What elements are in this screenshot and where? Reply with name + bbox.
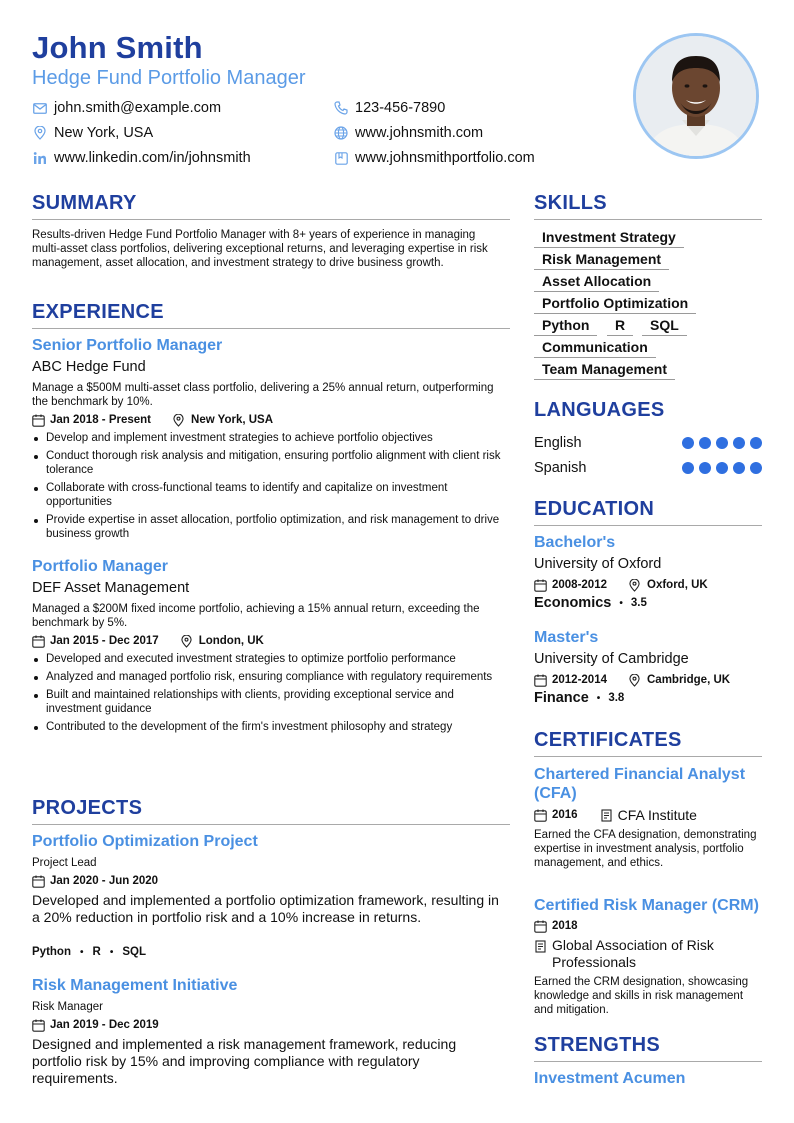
skill-tag: Asset Allocation: [534, 272, 659, 292]
job-location: London, UK: [198, 635, 264, 647]
certificates-heading: CERTIFICATES: [534, 729, 682, 751]
project-dates: Jan 2019 - Dec 2019: [50, 1019, 159, 1031]
job-meta: [32, 412, 273, 428]
job-company: DEF Asset Management: [32, 580, 190, 596]
linkedin-icon: [32, 150, 48, 166]
language-level-dots: [682, 437, 762, 449]
institution-icon: [534, 940, 547, 953]
project-name: Risk Management Initiative: [32, 977, 238, 994]
language-row: [534, 435, 762, 451]
calendar-icon: [32, 635, 45, 648]
email-text: john.smith@example.com: [54, 100, 222, 116]
location-pin-icon: [32, 125, 48, 141]
skill-tag: Investment Strategy: [534, 228, 684, 248]
contact-website[interactable]: [333, 123, 483, 143]
contact-portfolio[interactable]: [333, 148, 535, 168]
calendar-icon: [534, 579, 547, 592]
level-dot: [716, 462, 728, 474]
portfolio-icon: [333, 150, 349, 166]
education-location: Cambridge, UK: [647, 674, 731, 686]
education-heading: EDUCATION: [534, 498, 655, 520]
language-name: English: [534, 435, 582, 451]
project-tag: SQL: [122, 946, 146, 958]
language-row: [534, 460, 762, 476]
job-bullet: Develop and implement investment strategies to achieve portfolio objectives: [32, 431, 502, 445]
job-meta: [32, 633, 264, 649]
project-name: Portfolio Optimization Project: [32, 833, 258, 850]
level-dot: [750, 462, 762, 474]
institution-icon: [600, 809, 613, 822]
strength-item: Investment Acumen: [534, 1070, 686, 1087]
avatar-portrait: [636, 36, 756, 156]
globe-icon: [333, 125, 349, 141]
location-pin-icon: [629, 579, 642, 592]
contact-linkedin[interactable]: [32, 148, 251, 168]
education-school: University of Cambridge: [534, 651, 689, 667]
contact-location: [32, 123, 153, 143]
job-bullet: Analyzed and managed portfolio risk, ensuring compliance with regulatory requirements: [32, 670, 502, 684]
calendar-icon: [32, 1019, 45, 1032]
languages-heading: LANGUAGES: [534, 399, 665, 421]
website-text: www.johnsmith.com: [355, 125, 484, 141]
contact-phone[interactable]: [333, 98, 445, 118]
job-bullet: Conduct thorough risk analysis and mitigation, ensuring portfolio alignment with client risk tolerance: [32, 449, 502, 477]
calendar-icon: [534, 674, 547, 687]
job-bullets: [32, 652, 502, 738]
education-degree: Master's: [534, 629, 599, 646]
education-field: Finance • 3.8: [534, 690, 625, 706]
education-dates: 2008-2012: [552, 579, 607, 591]
project-description: Developed and implemented a portfolio optimization framework, resulting in a 20% reduction in portfolio risk and a 10% increase in returns.: [32, 892, 499, 925]
job-dates: Jan 2015 - Dec 2017: [50, 635, 159, 647]
strengths-divider: [534, 1061, 762, 1062]
profile-photo: [633, 33, 759, 159]
project-tag: Python: [32, 946, 71, 958]
mail-icon: [32, 100, 48, 116]
skill-tag: SQL: [642, 316, 687, 336]
skills-heading: SKILLS: [534, 192, 607, 214]
calendar-icon: [32, 414, 45, 427]
location-pin-icon: [181, 635, 194, 648]
experience-divider: [32, 328, 510, 329]
phone-text: 123-456-7890: [355, 100, 446, 116]
certificate-name: Certified Risk Manager (CRM): [534, 897, 759, 914]
skill-tag: R: [607, 316, 633, 336]
job-bullet: Contributed to the development of the firm's investment philosophy and strategy: [32, 720, 502, 734]
level-dot: [682, 437, 694, 449]
education-gpa: 3.5: [630, 597, 647, 609]
education-meta: [534, 672, 730, 688]
skill-tag: Risk Management: [534, 250, 669, 270]
job-title: Hedge Fund Portfolio Manager: [32, 67, 306, 89]
projects-heading: PROJECTS: [32, 797, 143, 819]
job-location: New York, USA: [191, 414, 274, 426]
contact-email[interactable]: [32, 98, 221, 118]
language-name: Spanish: [534, 460, 587, 476]
level-dot: [750, 437, 762, 449]
skill-tag: Python: [534, 316, 597, 336]
certificate-issuer: Global Association of Risk Professionals: [552, 937, 714, 970]
job-bullet: Built and maintained relationships with clients, providing exceptional service and investment guidance: [32, 688, 502, 716]
level-dot: [699, 462, 711, 474]
job-summary: Managed a $200M fixed income portfolio, achieving a 15% annual return, exceeding the benchmark by 5%.: [32, 603, 480, 629]
candidate-name: John Smith: [32, 30, 203, 65]
job-bullet: Provide expertise in asset allocation, portfolio optimization, and risk management to drive business growth: [32, 513, 502, 541]
certificate-name: Chartered Financial Analyst (CFA): [534, 766, 746, 802]
level-dot: [733, 462, 745, 474]
project-meta: [32, 873, 158, 889]
level-dot: [682, 462, 694, 474]
job-bullets: [32, 431, 502, 545]
job-dates: Jan 2018 - Present: [50, 414, 152, 426]
location-text: New York, USA: [54, 125, 154, 141]
calendar-icon: [32, 875, 45, 888]
education-divider: [534, 525, 762, 526]
education-location: Oxford, UK: [647, 579, 708, 591]
calendar-icon: [534, 920, 547, 933]
level-dot: [699, 437, 711, 449]
certificate-description: Earned the CRM designation, showcasing knowledge and skills in risk management and mitigation.: [534, 976, 749, 1016]
level-dot: [716, 437, 728, 449]
certificate-year: 2018: [552, 920, 578, 932]
education-meta: [534, 577, 708, 593]
certificate-issuer: CFA Institute: [617, 806, 697, 823]
education-major: Finance: [534, 690, 589, 706]
phone-icon: [333, 100, 349, 116]
education-degree: Bachelor's: [534, 534, 616, 551]
project-dates: Jan 2020 - Jun 2020: [50, 875, 159, 887]
certificate-description: Earned the CFA designation, demonstrating expertise in investment analysis, portfolio management, and ethics.: [534, 829, 757, 869]
strengths-heading: STRENGTHS: [534, 1034, 661, 1056]
portfolio-text: www.johnsmithportfolio.com: [355, 150, 535, 166]
job-company: ABC Hedge Fund: [32, 359, 146, 375]
project-role: Risk Manager: [32, 1001, 103, 1013]
linkedin-text: www.linkedin.com/in/johnsmith: [54, 150, 251, 166]
education-field: Economics • 3.5: [534, 595, 647, 611]
project-role: Project Lead: [32, 857, 97, 869]
education-school: University of Oxford: [534, 556, 662, 572]
project-tag: R: [92, 946, 101, 958]
project-tags: Python • R • SQL: [32, 946, 146, 958]
location-pin-icon: [629, 674, 642, 687]
job-role: Senior Portfolio Manager: [32, 337, 223, 354]
certificate-meta: [534, 807, 697, 823]
summary-heading: SUMMARY: [32, 192, 137, 214]
certificate-year: 2016: [552, 809, 578, 821]
job-bullet: Developed and executed investment strategies to optimize portfolio performance: [32, 652, 502, 666]
experience-heading: EXPERIENCE: [32, 301, 164, 323]
education-dates: 2012-2014: [552, 674, 607, 686]
skill-tag: Team Management: [534, 360, 675, 380]
skills-divider: [534, 219, 762, 220]
summary-text: Results-driven Hedge Fund Portfolio Manager with 8+ years of experience in managing multi-asset class portfolios, delivering exceptional returns, and leveraging expertise in risk management, asset allocation, and investment strategy to drive business growth.: [32, 229, 488, 269]
job-summary: Manage a $500M multi-asset class portfolio, delivering a 25% annual return, outperforming the benchmark by 10%.: [32, 382, 494, 408]
project-meta: [32, 1017, 159, 1033]
projects-divider: [32, 824, 510, 825]
location-pin-icon: [173, 414, 186, 427]
certificate-meta: [534, 918, 578, 934]
project-description: Designed and implemented a risk management framework, reducing portfolio risk by 15% and improving compliance with regulatory requirements.: [32, 1036, 457, 1086]
certificates-divider: [534, 756, 762, 757]
level-dot: [733, 437, 745, 449]
education-major: Economics: [534, 595, 612, 611]
job-bullet: Collaborate with cross-functional teams to identify and capitalize on investment opportunities: [32, 481, 502, 509]
calendar-icon: [534, 809, 547, 822]
language-level-dots: [682, 462, 762, 474]
education-gpa: 3.8: [608, 692, 625, 704]
certificate-issuer-row: [534, 937, 762, 971]
job-role: Portfolio Manager: [32, 558, 169, 575]
skill-tag: Portfolio Optimization: [534, 294, 696, 314]
skill-tag: Communication: [534, 338, 656, 358]
summary-divider: [32, 219, 510, 220]
